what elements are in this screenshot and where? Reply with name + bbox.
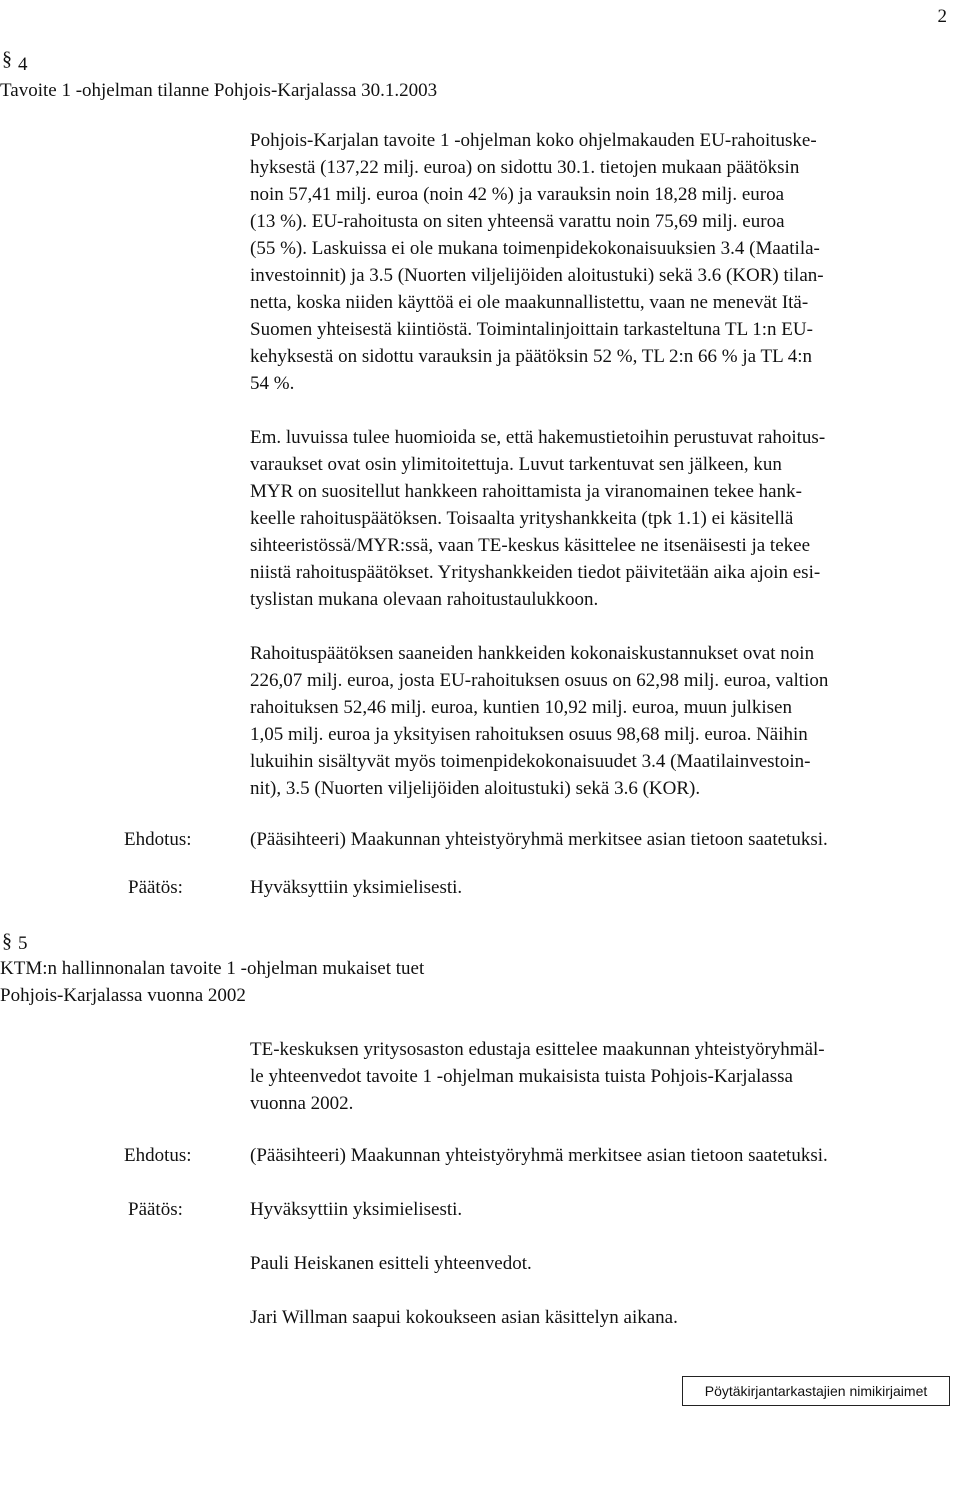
proposal-text: (Pääsihteeri) Maakunnan yhteistyöryhmä merkitsee asian tietoon saatetuksi. (250, 829, 828, 850)
text-line: le yhteenvedot tavoite 1 -ohjelman mukaisista tuista Pohjois-Karjalassa (250, 1066, 793, 1087)
section-symbol: § (2, 48, 12, 70)
text-line: varaukset ovat osin ylimitoitettuja. Luvut tarkentuvat sen jälkeen, kun (250, 454, 782, 475)
text-line: Pohjois-Karjalan tavoite 1 -ohjelman koko ohjelmakauden EU-rahoituske- (250, 130, 817, 151)
text-line: (13 %). EU-rahoitusta on siten yhteensä varattu noin 75,69 milj. euroa (250, 211, 785, 232)
decision-text: Hyväksyttiin yksimielisesti. (250, 1199, 463, 1220)
section-title-line-2: Pohjois-Karjalassa vuonna 2002 (0, 985, 246, 1006)
signature-initials-box: Pöytäkirjantarkastajien nimikirjaimet (682, 1376, 950, 1406)
text-line: Rahoituspäätöksen saaneiden hankkeiden kokonaiskustannukset ovat noin (250, 643, 815, 664)
text-line: (55 %). Laskuissa ei ole mukana toimenpidekokonaisuuksien 3.4 (Maatila- (250, 238, 820, 259)
text-line: noin 57,41 milj. euroa (noin 42 %) ja varauksin noin 18,28 milj. euroa (250, 184, 785, 205)
text-line: 226,07 milj. euroa, josta EU-rahoituksen osuus on 62,98 milj. euroa, valtion (250, 670, 829, 691)
text-line: keelle rahoituspäätöksen. Toisaalta yrityshankkeita (tpk 1.1) ei käsitellä (250, 508, 794, 529)
note-presenter: Pauli Heiskanen esitteli yhteenvedot. (250, 1253, 532, 1274)
section5-paragraph-1 (250, 1036, 955, 1117)
proposal-text: (Pääsihteeri) Maakunnan yhteistyöryhmä merkitsee asian tietoon saatetuksi. (250, 1145, 828, 1166)
section4-paragraph-3 (250, 640, 955, 802)
text-line: niistä rahoituspäätökset. Yrityshankkeiden tiedot päivitetään aika ajoin esi- (250, 562, 821, 583)
section-symbol: § (2, 930, 12, 952)
decision-text: Hyväksyttiin yksimielisesti. (250, 877, 463, 898)
text-line: Suomen yhteisestä kiintiöstä. Toimintalinjoittain tarkasteltuna TL 1:n EU- (250, 319, 813, 340)
page-number: 2 (937, 6, 947, 27)
section-title: KTM:n hallinnonalan tavoite 1 -ohjelman mukaiset tuet (0, 958, 425, 979)
decision-label: Päätös: (128, 1199, 183, 1220)
text-line: Em. luvuissa tulee huomioida se, että hakemustietoihin perustuvat rahoitus- (250, 427, 826, 448)
text-line: lukuihin sisältyvät myös toimenpidekokonaisuudet 3.4 (Maatilainvestoin- (250, 751, 811, 772)
text-line: netta, koska niiden käyttöä ei ole maakunnallistettu, vaan ne menevät Itä- (250, 292, 809, 313)
text-line: 1,05 milj. euroa ja yksityisen rahoituksen osuus 98,68 milj. euroa. Näihin (250, 724, 808, 745)
note-arrival: Jari Willman saapui kokoukseen asian käsittelyn aikana. (250, 1307, 678, 1328)
text-line: sihteeristössä/MYR:ssä, vaan TE-keskus käsittelee ne itsenäisesti ja tekee (250, 535, 811, 556)
text-line: kehyksestä on sidottu varauksin ja päätöksin 52 %, TL 2:n 66 % ja TL 4:n (250, 346, 812, 367)
section4-paragraph-2 (250, 424, 955, 613)
text-line: 54 %. (250, 373, 295, 394)
text-line: rahoituksen 52,46 milj. euroa, kuntien 10,92 milj. euroa, muun julkisen (250, 697, 792, 718)
decision-label: Päätös: (128, 877, 183, 898)
text-line: MYR on suositellut hankkeen rahoittamista ja viranomainen tekee hank- (250, 481, 802, 502)
text-line: TE-keskuksen yritysosaston edustaja esittelee maakunnan yhteistyöryhmäl- (250, 1039, 825, 1060)
text-line: vuonna 2002. (250, 1093, 354, 1114)
proposal-label: Ehdotus: (124, 829, 192, 850)
text-line: hyksestä (137,22 milj. euroa) on sidottu 30.1. tietojen mukaan päätöksin (250, 157, 800, 178)
text-line: nit), 3.5 (Nuorten viljelijöiden aloitustuki) sekä 3.6 (KOR). (250, 778, 701, 799)
text-line: investoinnit) ja 3.5 (Nuorten viljelijöiden aloitustuki) sekä 3.6 (KOR) tilan- (250, 265, 824, 286)
text-line: tyslistan mukana olevaan rahoitustaulukkoon. (250, 589, 599, 610)
section4-paragraph-1 (250, 127, 955, 397)
proposal-label: Ehdotus: (124, 1145, 192, 1166)
section-number: 5 (18, 933, 28, 954)
section-number: 4 (18, 54, 28, 75)
section-title: Tavoite 1 -ohjelman tilanne Pohjois-Karjalassa 30.1.2003 (0, 80, 438, 101)
